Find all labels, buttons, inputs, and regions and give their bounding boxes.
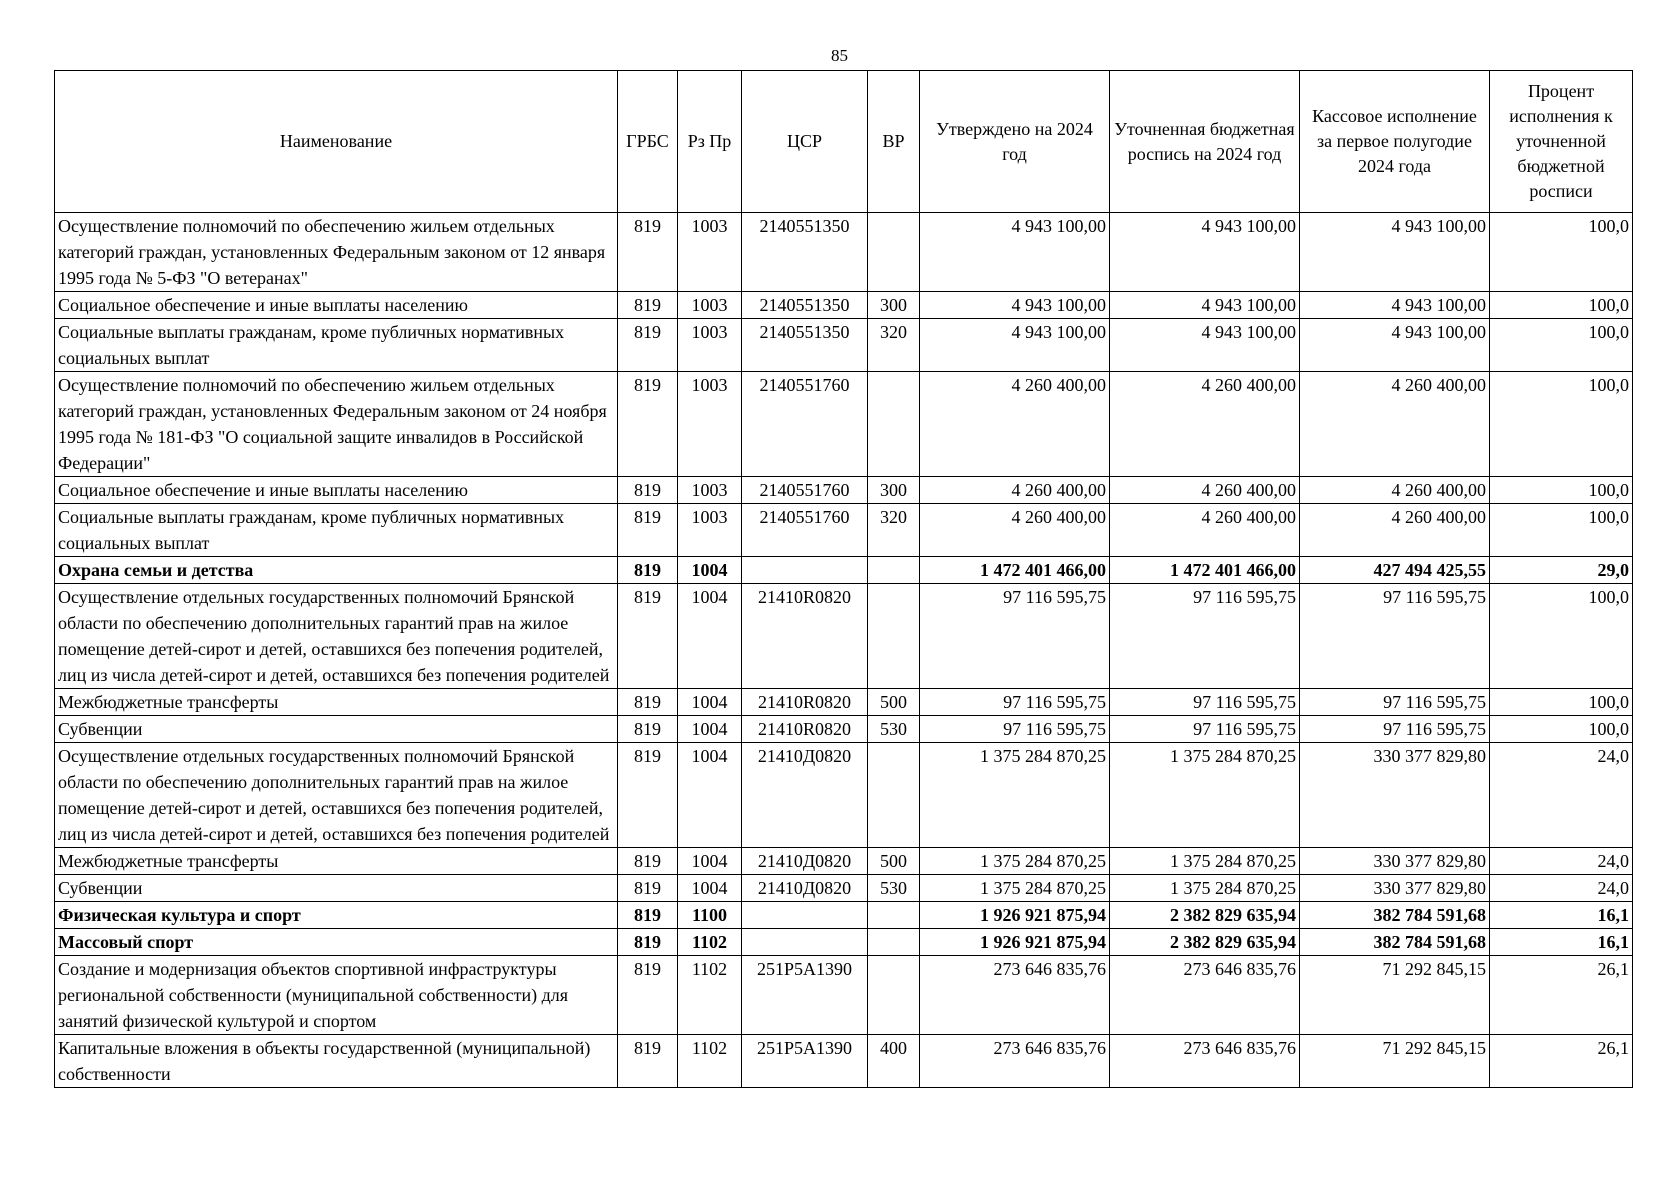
header-csr: ЦСР [742,71,868,213]
cell-percent: 100,0 [1490,319,1633,372]
header-refined: Уточненная бюджетная роспись на 2024 год [1110,71,1300,213]
cell-grbs: 819 [618,477,678,504]
cell-percent: 26,1 [1490,956,1633,1035]
cell-percent: 29,0 [1490,557,1633,584]
cell-refined: 1 375 284 870,25 [1110,848,1300,875]
cell-name: Социальное обеспечение и иные выплаты населению [55,292,618,319]
cell-rzpr: 1003 [678,372,742,477]
table-row [55,584,1633,689]
cell-vr: 400 [868,1035,920,1088]
cell-cash: 4 260 400,00 [1300,504,1490,557]
cell-cash: 382 784 591,68 [1300,929,1490,956]
cell-refined: 2 382 829 635,94 [1110,902,1300,929]
cell-grbs: 819 [618,743,678,848]
cell-csr [742,557,868,584]
cell-cash: 4 943 100,00 [1300,319,1490,372]
header-grbs: ГРБС [618,71,678,213]
cell-approved: 273 646 835,76 [920,956,1110,1035]
cell-vr: 500 [868,689,920,716]
cell-cash: 4 943 100,00 [1300,213,1490,292]
cell-refined: 4 943 100,00 [1110,292,1300,319]
cell-csr: 251P5A1390 [742,956,868,1035]
header-cash: Кассовое исполнение за первое полугодие 2024 года [1300,71,1490,213]
cell-rzpr: 1003 [678,292,742,319]
cell-approved: 1 926 921 875,94 [920,902,1110,929]
cell-name: Субвенции [55,716,618,743]
cell-cash: 71 292 845,15 [1300,1035,1490,1088]
table-row [55,929,1633,956]
cell-csr: 2140551760 [742,477,868,504]
cell-csr: 21410Д0820 [742,875,868,902]
cell-name: Межбюджетные трансферты [55,689,618,716]
table-row [55,716,1633,743]
header-name: Наименование [55,71,618,213]
cell-name: Физическая культура и спорт [55,902,618,929]
cell-vr [868,557,920,584]
cell-csr: 2140551760 [742,372,868,477]
cell-vr [868,743,920,848]
table-row [55,504,1633,557]
cell-percent: 16,1 [1490,902,1633,929]
cell-rzpr: 1003 [678,213,742,292]
cell-percent: 100,0 [1490,504,1633,557]
cell-csr: 21410R0820 [742,689,868,716]
header-percent: Процент исполнения к уточненной бюджетной росписи [1490,71,1633,213]
cell-rzpr: 1102 [678,1035,742,1088]
cell-rzpr: 1102 [678,929,742,956]
cell-percent: 16,1 [1490,929,1633,956]
cell-cash: 4 260 400,00 [1300,372,1490,477]
cell-grbs: 819 [618,1035,678,1088]
page-number: 85 [831,46,848,65]
cell-cash: 330 377 829,80 [1300,743,1490,848]
cell-cash: 97 116 595,75 [1300,689,1490,716]
cell-csr: 251P5A1390 [742,1035,868,1088]
cell-name: Охрана семьи и детства [55,557,618,584]
cell-csr: 21410R0820 [742,716,868,743]
cell-refined: 1 472 401 466,00 [1110,557,1300,584]
cell-grbs: 819 [618,689,678,716]
cell-rzpr: 1003 [678,504,742,557]
cell-approved: 1 375 284 870,25 [920,875,1110,902]
cell-cash: 97 116 595,75 [1300,584,1490,689]
cell-grbs: 819 [618,213,678,292]
cell-vr: 530 [868,716,920,743]
cell-csr: 2140551350 [742,292,868,319]
cell-cash: 4 260 400,00 [1300,477,1490,504]
cell-approved: 4 260 400,00 [920,477,1110,504]
cell-rzpr: 1004 [678,875,742,902]
header-rzpr: Рз Пр [678,71,742,213]
cell-name: Межбюджетные трансферты [55,848,618,875]
cell-rzpr: 1004 [678,689,742,716]
header-row [55,71,1633,213]
cell-grbs: 819 [618,929,678,956]
cell-name: Субвенции [55,875,618,902]
cell-csr: 2140551760 [742,504,868,557]
cell-vr: 300 [868,292,920,319]
cell-cash: 330 377 829,80 [1300,848,1490,875]
cell-refined: 4 943 100,00 [1110,213,1300,292]
cell-grbs: 819 [618,875,678,902]
table-row [55,557,1633,584]
cell-cash: 97 116 595,75 [1300,716,1490,743]
cell-percent: 100,0 [1490,477,1633,504]
cell-approved: 1 375 284 870,25 [920,848,1110,875]
cell-percent: 24,0 [1490,743,1633,848]
cell-vr: 530 [868,875,920,902]
cell-approved: 4 943 100,00 [920,292,1110,319]
cell-grbs: 819 [618,557,678,584]
cell-cash: 71 292 845,15 [1300,956,1490,1035]
cell-percent: 100,0 [1490,213,1633,292]
cell-name: Массовый спорт [55,929,618,956]
table-row [55,875,1633,902]
cell-percent: 100,0 [1490,689,1633,716]
cell-approved: 1 472 401 466,00 [920,557,1110,584]
cell-grbs: 819 [618,584,678,689]
header-approved: Утверждено на 2024 год [920,71,1110,213]
cell-rzpr: 1100 [678,902,742,929]
cell-vr [868,902,920,929]
cell-percent: 100,0 [1490,584,1633,689]
cell-csr: 2140551350 [742,213,868,292]
table-body [55,213,1633,1088]
cell-refined: 1 375 284 870,25 [1110,875,1300,902]
cell-approved: 97 116 595,75 [920,689,1110,716]
table-row [55,689,1633,716]
table-row [55,477,1633,504]
cell-grbs: 819 [618,504,678,557]
cell-name: Осуществление отдельных государственных полномочий Брянской области по обеспечению дополнительных гарантий прав на жилое помещение детей-сирот и детей, оставшихся без попечения родителей, лиц из числа детей-сирот и детей, оставшихся без попечения родителей [55,743,618,848]
cell-approved: 4 260 400,00 [920,504,1110,557]
cell-name: Капитальные вложения в объекты государственной (муниципальной) собственности [55,1035,618,1088]
cell-csr: 21410R0820 [742,584,868,689]
cell-refined: 4 943 100,00 [1110,319,1300,372]
cell-vr: 500 [868,848,920,875]
cell-refined: 97 116 595,75 [1110,689,1300,716]
cell-vr [868,956,920,1035]
cell-name: Создание и модернизация объектов спортивной инфраструктуры региональной собственности (муниципальной собственности) для занятий физической культурой и спортом [55,956,618,1035]
cell-approved: 1 375 284 870,25 [920,743,1110,848]
cell-vr [868,372,920,477]
table-row [55,319,1633,372]
cell-vr [868,584,920,689]
cell-refined: 97 116 595,75 [1110,716,1300,743]
cell-refined: 4 260 400,00 [1110,504,1300,557]
cell-approved: 97 116 595,75 [920,716,1110,743]
cell-cash: 427 494 425,55 [1300,557,1490,584]
cell-approved: 4 943 100,00 [920,213,1110,292]
table-row [55,1035,1633,1088]
cell-grbs: 819 [618,716,678,743]
cell-csr: 2140551350 [742,319,868,372]
cell-csr: 21410Д0820 [742,743,868,848]
cell-rzpr: 1004 [678,716,742,743]
cell-percent: 100,0 [1490,292,1633,319]
budget-table [54,70,1633,1088]
cell-rzpr: 1003 [678,319,742,372]
cell-refined: 2 382 829 635,94 [1110,929,1300,956]
cell-refined: 4 260 400,00 [1110,372,1300,477]
table-row [55,372,1633,477]
cell-grbs: 819 [618,292,678,319]
cell-grbs: 819 [618,956,678,1035]
table-row [55,902,1633,929]
cell-name: Социальные выплаты гражданам, кроме публичных нормативных социальных выплат [55,319,618,372]
cell-grbs: 819 [618,372,678,477]
cell-percent: 100,0 [1490,372,1633,477]
cell-refined: 1 375 284 870,25 [1110,743,1300,848]
table-row [55,848,1633,875]
cell-vr: 320 [868,504,920,557]
cell-csr: 21410Д0820 [742,848,868,875]
cell-cash: 382 784 591,68 [1300,902,1490,929]
cell-name: Осуществление полномочий по обеспечению жильем отдельных категорий граждан, установленных Федеральным законом от 24 ноября 1995 года № 181-ФЗ "О социальной защите инвалидов в Российской Федерации" [55,372,618,477]
cell-rzpr: 1004 [678,584,742,689]
cell-approved: 4 943 100,00 [920,319,1110,372]
table-row [55,213,1633,292]
cell-refined: 273 646 835,76 [1110,1035,1300,1088]
cell-approved: 4 260 400,00 [920,372,1110,477]
cell-refined: 273 646 835,76 [1110,956,1300,1035]
cell-cash: 330 377 829,80 [1300,875,1490,902]
header-vr: ВР [868,71,920,213]
cell-rzpr: 1004 [678,743,742,848]
cell-grbs: 819 [618,848,678,875]
cell-grbs: 819 [618,319,678,372]
cell-name: Осуществление отдельных государственных полномочий Брянской области по обеспечению дополнительных гарантий прав на жилое помещение детей-сирот и детей, оставшихся без попечения родителей, лиц из числа детей-сирот и детей, оставшихся без попечения родителей [55,584,618,689]
cell-percent: 24,0 [1490,875,1633,902]
table-row [55,743,1633,848]
cell-vr [868,213,920,292]
cell-vr [868,929,920,956]
cell-vr: 300 [868,477,920,504]
cell-approved: 97 116 595,75 [920,584,1110,689]
cell-rzpr: 1003 [678,477,742,504]
cell-rzpr: 1004 [678,848,742,875]
cell-approved: 273 646 835,76 [920,1035,1110,1088]
cell-grbs: 819 [618,902,678,929]
cell-rzpr: 1102 [678,956,742,1035]
cell-csr [742,902,868,929]
cell-name: Осуществление полномочий по обеспечению жильем отдельных категорий граждан, установленных Федеральным законом от 12 января 1995 года № 5-ФЗ "О ветеранах" [55,213,618,292]
table-row [55,292,1633,319]
cell-percent: 26,1 [1490,1035,1633,1088]
cell-percent: 100,0 [1490,716,1633,743]
cell-name: Социальные выплаты гражданам, кроме публичных нормативных социальных выплат [55,504,618,557]
cell-percent: 24,0 [1490,848,1633,875]
table-row [55,956,1633,1035]
cell-csr [742,929,868,956]
cell-refined: 4 260 400,00 [1110,477,1300,504]
cell-name: Социальное обеспечение и иные выплаты населению [55,477,618,504]
cell-approved: 1 926 921 875,94 [920,929,1110,956]
cell-vr: 320 [868,319,920,372]
cell-refined: 97 116 595,75 [1110,584,1300,689]
cell-rzpr: 1004 [678,557,742,584]
cell-cash: 4 943 100,00 [1300,292,1490,319]
